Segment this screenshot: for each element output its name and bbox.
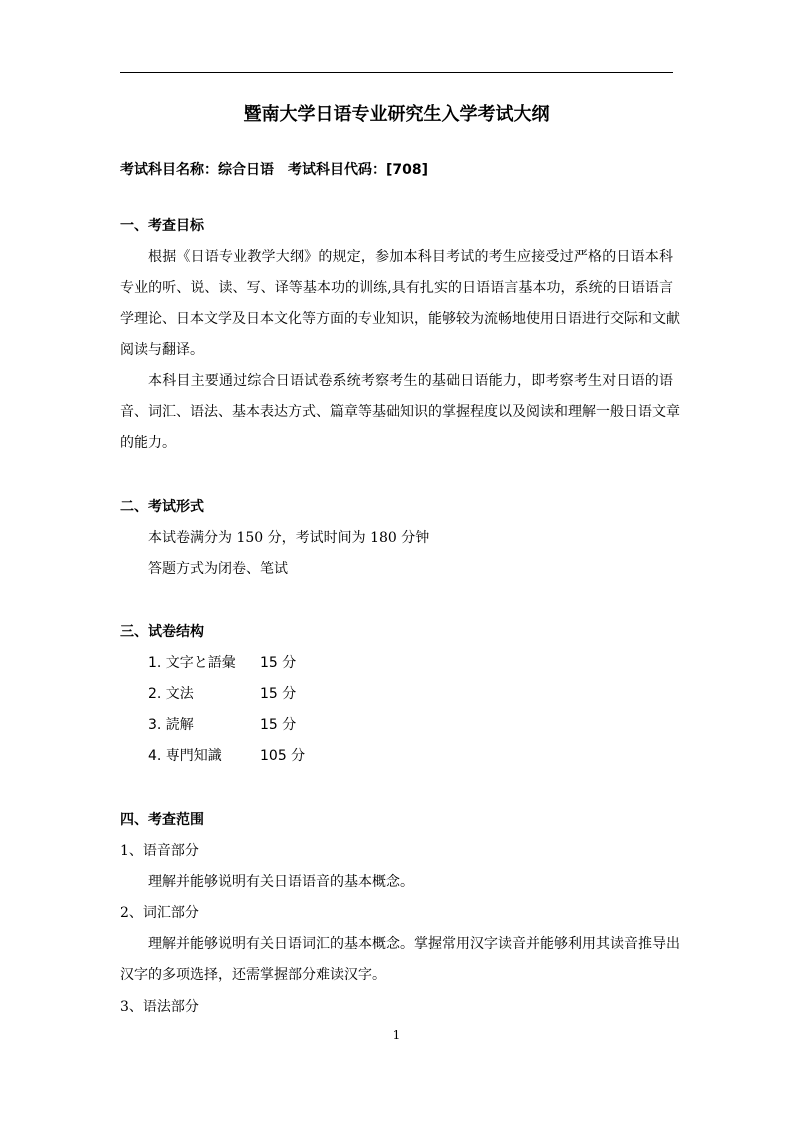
subsection-heading: 3、语法部分 [120, 999, 199, 1015]
structure-item-score: 15 分 [260, 686, 297, 702]
paragraph-line: 根据《日语专业教学大纲》的规定，参加本科目考试的考生应接受过严格的日语本科 [148, 249, 673, 265]
page-title: 暨南大学日语专业研究生入学考试大纲 [243, 104, 550, 125]
header-rule [120, 72, 673, 73]
paragraph-line: 理解并能够说明有关日语语音的基本概念。 [148, 874, 414, 890]
page-number: 1 [392, 1028, 401, 1042]
paragraph-line: 学理论、日本文学及日本文化等方面的专业知识，能够较为流畅地使用日语进行交际和文献 [120, 311, 680, 327]
structure-item-score: 15 分 [260, 717, 297, 733]
paragraph-line: 汉字的多项选择，还需掌握部分难读汉字。 [120, 967, 386, 983]
exam-format-line: 本试卷满分为 150 分，考试时间为 180 分钟 [148, 530, 430, 546]
exam-format-line: 答题方式为闭卷、笔试 [148, 561, 288, 577]
paragraph-line: 本科目主要通过综合日语试卷系统考察考生的基础日语能力，即考察考生对日语的语 [148, 373, 673, 389]
structure-item-label: 1. 文字と語彙 [148, 655, 236, 671]
structure-item-label: 3. 読解 [148, 717, 194, 733]
section1-heading: 一、考查目标 [120, 218, 204, 234]
structure-item-label: 4. 専門知識 [148, 748, 222, 764]
section4-heading: 四、考查范围 [120, 812, 204, 828]
section3-heading: 三、试卷结构 [120, 624, 204, 640]
paragraph-line: 理解并能够说明有关日语词汇的基本概念。掌握常用汉字读音并能够利用其读音推导出 [148, 936, 680, 952]
structure-item-score: 15 分 [260, 655, 297, 671]
paragraph-line: 音、词汇、语法、基本表达方式、篇章等基础知识的掌握程度以及阅读和理解一般日语文章 [120, 404, 680, 420]
paragraph-line: 的能力。 [120, 435, 176, 451]
subsection-heading: 1、语音部分 [120, 843, 199, 859]
subsection-heading: 2、词汇部分 [120, 905, 199, 921]
structure-item-score: 105 分 [260, 748, 306, 764]
section2-heading: 二、考试形式 [120, 499, 204, 515]
paragraph-line: 阅读与翻译。 [120, 342, 204, 358]
paragraph-line: 专业的听、说、读、写、译等基本功的训练,具有扎实的日语语言基本功，系统的日语语言 [120, 280, 673, 296]
subject-line: 考试科目名称：综合日语 考试科目代码：[708] [120, 162, 429, 178]
structure-item-label: 2. 文法 [148, 686, 194, 702]
